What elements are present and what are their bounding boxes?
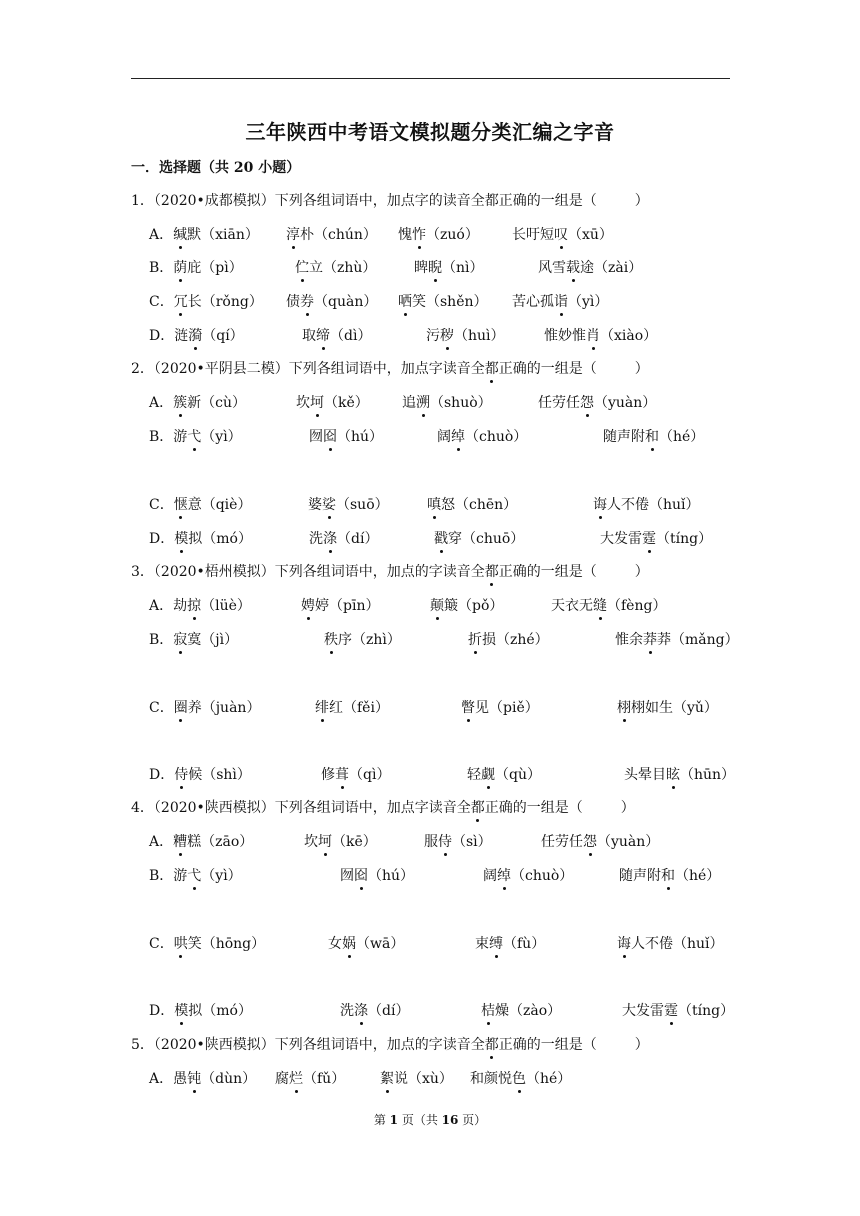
- q2-option-a: A．簇新（cù）: [149, 392, 246, 412]
- q3-d-word-4: 头晕目眩（hūn）: [624, 764, 735, 784]
- q2-b-word-4: 随声附和（hé）: [603, 426, 704, 446]
- document-title: 三年陕西中考语文模拟题分类汇编之字音: [245, 120, 615, 144]
- q4-b-word-2: 囫囵（hú）: [340, 865, 414, 885]
- q4-b-word-4: 随声附和（hé）: [619, 865, 720, 885]
- q1-a-word-3: 愧怍（zuó）: [398, 224, 479, 244]
- q1-a-word-4: 长吁短叹（xū）: [512, 224, 613, 244]
- q1-b-word-2: 伫立（zhù）: [295, 257, 376, 277]
- q1-option-c: C．冗长（rǒng）: [149, 291, 263, 311]
- q2-d-word-4: 大发雷霆（tíng）: [600, 528, 712, 548]
- q3-option-d: D．侍候（shì）: [149, 764, 251, 784]
- page-footer: 第 1 页（共 16 页）: [373, 1113, 487, 1127]
- q2-option-c: C．惬意（qiè）: [149, 494, 251, 514]
- question-4-stem: 4．（2020•陕西模拟）下列各组词语中，加点字读音全都正确的一组是（ ）: [131, 797, 635, 817]
- q2-c-word-3: 嗔怒（chēn）: [427, 494, 517, 514]
- q5-a-word-3: 絮说（xù）: [380, 1068, 453, 1088]
- q5-a-word-2: 腐烂（fǔ）: [275, 1068, 345, 1088]
- q1-a-word-2: 淳朴（chún）: [286, 224, 377, 244]
- question-1-stem: 1．（2020•成都模拟）下列各组词语中，加点字的读音全都正确的一组是（ ）: [131, 193, 649, 209]
- q2-a-word-3: 追溯（shuò）: [402, 392, 492, 412]
- q2-option-b: B．游弋（yì）: [149, 426, 242, 446]
- q2-d-word-3: 戳穿（chuō）: [434, 528, 524, 548]
- q3-b-word-3: 折损（zhé）: [468, 629, 549, 649]
- q5-option-a: A．愚钝（dùn）: [149, 1068, 256, 1088]
- q3-c-word-2: 绯红（fěi）: [315, 697, 389, 717]
- q3-a-word-3: 颠簸（pǒ）: [430, 595, 503, 615]
- q4-c-word-2: 女娲（wā）: [328, 933, 404, 953]
- q3-a-word-2: 娉婷（pīn）: [301, 595, 379, 615]
- q1-d-word-3: 污秽（huì）: [426, 325, 505, 345]
- q3-d-word-3: 轻觑（qù）: [467, 764, 541, 784]
- q1-c-word-4: 苦心孤诣（yì）: [512, 291, 608, 311]
- q3-option-a: A．劫掠（lüè）: [149, 595, 251, 615]
- q1-option-d: D．涟漪（qí）: [149, 325, 244, 345]
- q4-d-word-2: 洗涤（dí）: [340, 1000, 409, 1020]
- q1-d-word-2: 取缔（dì）: [302, 325, 371, 345]
- q1-option-b: B．荫庇（pì）: [149, 257, 243, 277]
- q4-d-word-4: 大发雷霆（tíng）: [622, 1000, 734, 1020]
- q4-b-word-3: 阔绰（chuò）: [483, 865, 573, 885]
- q2-a-word-4: 任劳任怨（yuàn）: [538, 392, 656, 412]
- q3-c-word-3: 瞥见（piě）: [461, 697, 539, 717]
- q4-option-b: B．游弋（yì）: [149, 865, 242, 885]
- q3-option-c: C．圈养（juàn）: [149, 697, 260, 717]
- q5-a-word-4: 和颜悦色（hé）: [470, 1068, 571, 1088]
- current-page-number: 1: [389, 1113, 398, 1127]
- q2-b-word-2: 囫囵（hú）: [309, 426, 383, 446]
- q3-c-word-4: 栩栩如生（yǔ）: [617, 697, 718, 717]
- header-rule: [131, 78, 730, 79]
- q2-a-word-2: 坎坷（kě）: [296, 392, 369, 412]
- q1-b-word-4: 风雪载途（zài）: [538, 257, 642, 277]
- q4-option-a: A．糟糕（zāo）: [149, 831, 253, 851]
- q4-option-c: C．哄笑（hōng）: [149, 933, 265, 953]
- q4-option-d: D．模拟（mó）: [149, 1000, 252, 1020]
- question-5-stem: 5．（2020•陕西模拟）下列各组词语中，加点的字读音全都正确的一组是（ ）: [131, 1034, 649, 1054]
- q3-b-word-2: 秩序（zhì）: [324, 629, 401, 649]
- q2-d-word-2: 洗涤（dí）: [309, 528, 378, 548]
- q1-option-a: A．缄默（xiān）: [149, 224, 259, 244]
- q4-c-word-3: 束缚（fù）: [475, 933, 545, 953]
- q4-a-word-3: 服侍（sì）: [424, 831, 492, 851]
- q1-c-word-2: 债券（quàn）: [286, 291, 377, 311]
- question-3-stem: 3．（2020•梧州模拟）下列各组词语中，加点的字读音全都正确的一组是（ ）: [131, 561, 649, 581]
- q4-d-word-3: 桔燥（zào）: [481, 1000, 561, 1020]
- question-2-stem: 2．（2020•平阴县二模）下列各组词语中，加点字读音全都正确的一组是（ ）: [131, 358, 649, 378]
- q1-d-word-4: 惟妙惟肖（xiào）: [544, 325, 657, 345]
- q3-option-b: B．寂寞（jì）: [149, 629, 238, 649]
- q1-b-word-3: 睥睨（nì）: [414, 257, 484, 277]
- q2-c-word-4: 诲人不倦（huǐ）: [593, 494, 700, 514]
- q3-a-word-4: 天衣无缝（fèng）: [551, 595, 666, 615]
- q1-c-word-3: 哂笑（shěn）: [398, 291, 488, 311]
- q2-c-word-2: 婆娑（suō）: [308, 494, 389, 514]
- q2-b-word-3: 阔绰（chuò）: [437, 426, 527, 446]
- total-pages: 16: [441, 1113, 459, 1127]
- q3-b-word-4: 惟余莽莽（mǎng）: [615, 629, 739, 649]
- section-heading: 一．选择题（共 20 小题）: [131, 160, 301, 176]
- q4-c-word-4: 诲人不倦（huǐ）: [617, 933, 724, 953]
- q4-a-word-2: 坎坷（kē）: [304, 831, 377, 851]
- q3-d-word-2: 修葺（qì）: [321, 764, 390, 784]
- q2-option-d: D．模拟（mó）: [149, 528, 252, 548]
- q4-a-word-4: 任劳任怨（yuàn）: [541, 831, 659, 851]
